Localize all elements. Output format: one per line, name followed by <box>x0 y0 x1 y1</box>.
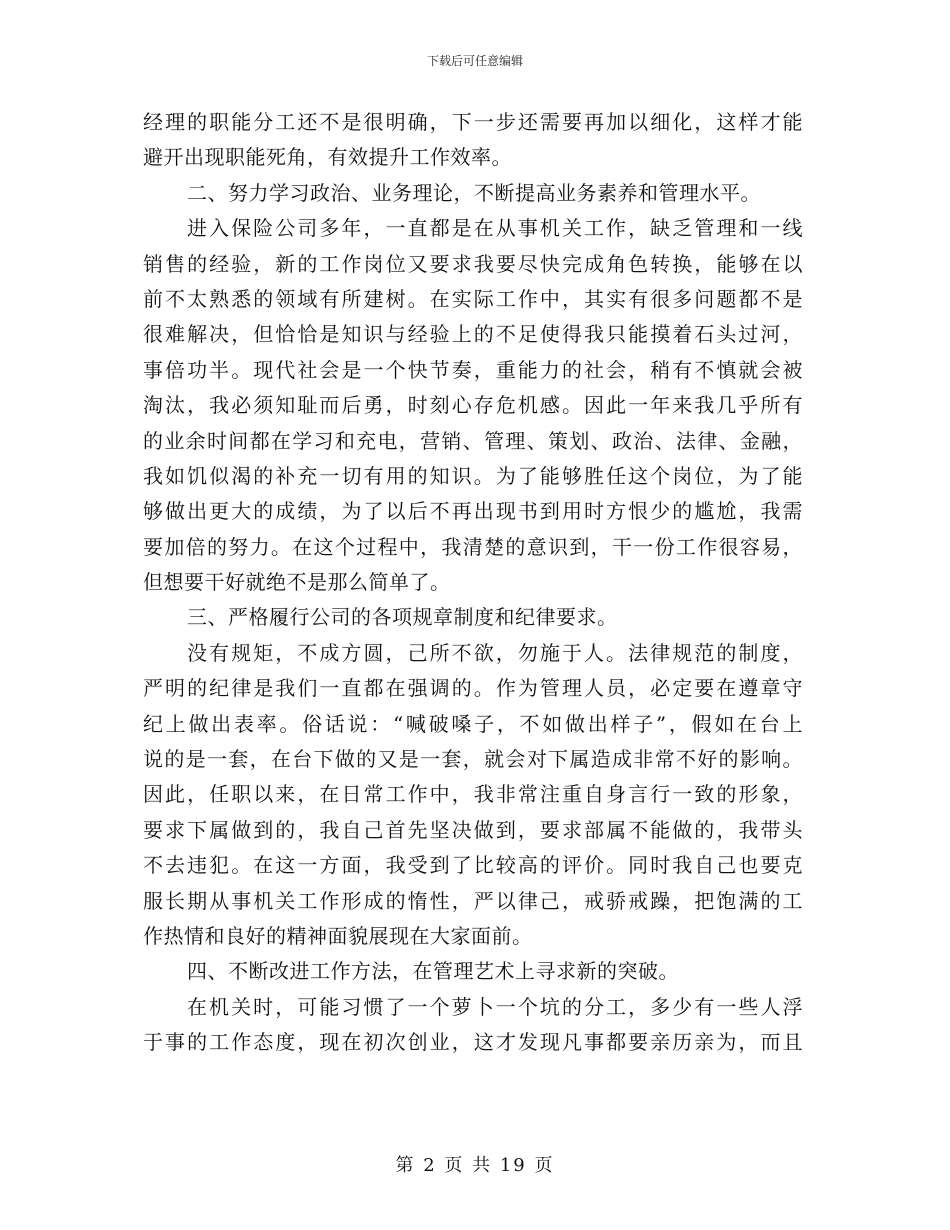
section-heading: 二、努力学习政治、业务理论，不断提高业务素养和管理水平。 <box>187 180 761 205</box>
body-line: 作热情和良好的精神面貌展现在大家面前。 <box>143 923 533 948</box>
page-number-footer: 第 2 页 共 19 页 <box>395 1155 555 1176</box>
body-line: 前不太熟悉的领域有所建树。在实际工作中，其实有很多问题都不是 <box>143 286 803 311</box>
body-line: 经理的职能分工还不是很明确，下一步还需要再加以细化，这样才能 <box>143 110 803 134</box>
body-line: 淘汰，我必须知耻而后勇，时刻心存危机感。因此一年来我几乎所有 <box>143 393 803 418</box>
body-line: 纪上做出表率。俗话说：“喊破嗓子，不如做出样子”，假如在台上 <box>143 711 803 736</box>
body-line: 严明的纪律是我们一直都在强调的。作为管理人员，必定要在遵章守 <box>143 676 803 701</box>
body-line: 要加倍的努力。在这个过程中，我清楚的意识到，干一份工作很容易， <box>143 534 803 559</box>
page-header: 下载后可任意编辑 <box>426 54 523 68</box>
body-line: 不去违犯。在这一方面，我受到了比较高的评价。同时我自己也要克 <box>143 853 803 878</box>
body-line: 的业余时间都在学习和充电，营销、管理、策划、政治、法律、金融， <box>143 428 803 453</box>
body-line: 服长期从事机关工作形成的惰性，严以律己，戒骄戒躁，把饱满的工 <box>143 888 803 913</box>
body-line: 在机关时，可能习惯了一个萝卜一个坑的分工，多少有一些人浮 <box>187 994 803 1019</box>
body-line: 我如饥似渴的补充一切有用的知识。为了能够胜任这个岗位，为了能 <box>143 463 803 488</box>
body-line: 销售的经验，新的工作岗位又要求我要尽快完成角色转换，能够在以 <box>143 251 803 276</box>
body-line: 于事的工作态度，现在初次创业，这才发现凡事都要亲历亲为，而且 <box>143 1030 803 1055</box>
section-heading: 四、不断改进工作方法，在管理艺术上寻求新的突破。 <box>187 959 679 984</box>
body-line: 够做出更大的成绩，为了以后不再出现书到用时方恨少的尴尬，我需 <box>143 499 803 524</box>
body-line: 要求下属做到的，我自己首先坚决做到，要求部属不能做的，我带头 <box>143 817 803 842</box>
body-line: 因此，任职以来，在日常工作中，我非常注重自身言行一致的形象， <box>143 782 803 807</box>
body-line: 进入保险公司多年，一直都是在从事机关工作，缺乏管理和一线 <box>187 216 803 241</box>
body-line: 事倍功半。现代社会是一个快节奏，重能力的社会，稍有不慎就会被 <box>143 357 803 382</box>
body-line: 没有规矩，不成方圆，己所不欲，勿施于人。法律规范的制度， <box>187 640 803 665</box>
body-line: 但想要干好就绝不是那么简单了。 <box>143 570 451 595</box>
body-line: 很难解决，但恰恰是知识与经验上的不足使得我只能摸着石头过河， <box>143 322 803 347</box>
section-heading: 三、严格履行公司的各项规章制度和纪律要求。 <box>187 605 618 630</box>
document-body <box>143 105 803 1061</box>
body-line: 说的是一套，在台下做的又是一套，就会对下属造成非常不好的影响。 <box>143 747 803 772</box>
body-line: 避开出现职能死角，有效提升工作效率。 <box>143 145 512 170</box>
